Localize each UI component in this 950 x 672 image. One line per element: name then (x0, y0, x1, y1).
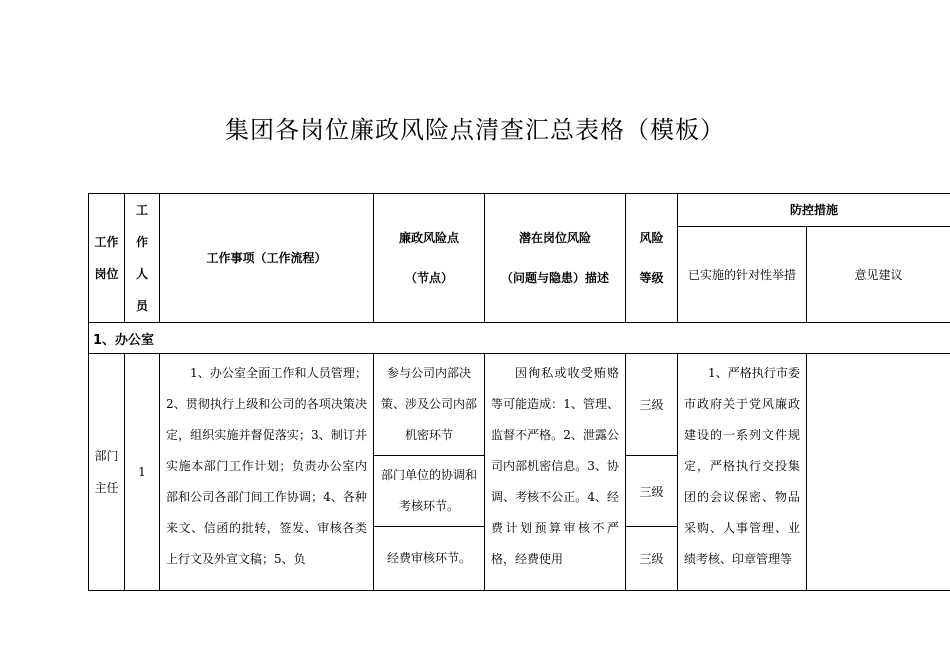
cell-risk-point-3: 经费审核环节。 (374, 527, 485, 591)
cell-risk-point-2: 部门单位的协调和考核环节。 (374, 456, 485, 527)
header-potential-risk: 潜在岗位风险 （问题与隐患）描述 (485, 194, 626, 323)
cell-risk-level-3: 三级 (626, 527, 678, 591)
header-work-items: 工作事项（工作流程） (160, 194, 374, 323)
page-title: 集团各岗位廉政风险点清查汇总表格（模板） (225, 116, 725, 144)
header-risk-level: 风险 等级 (626, 194, 678, 323)
cell-suggestions (807, 354, 950, 591)
header-position: 工作 岗位 (89, 194, 125, 323)
section-office: 1、办公室 (89, 323, 950, 354)
cell-risk-level-2: 三级 (626, 456, 678, 527)
header-implemented: 已实施的针对性举措 (678, 227, 807, 323)
risk-summary-table (88, 193, 950, 591)
header-suggestions: 意见建议 (807, 227, 950, 323)
cell-risk-point-1: 参与公司内部决策、涉及公司内部机密环节 (374, 354, 485, 456)
header-staff: 工 作 人 员 (125, 194, 160, 323)
cell-risk-level-1: 三级 (626, 354, 678, 456)
header-control-measures: 防控措施 (678, 194, 950, 227)
cell-work-items: 1、办公室全面工作和人员管理；2、贯彻执行上级和公司的各项决策决定，组织实施并督促落实；3、制订并实施本部门工作计划；负责办公室内部和公司各部门间工作协调；4、各种来文、信函的批转，签发、审核各类上行文及外宣文稿；5、负 (160, 354, 374, 591)
cell-position: 部门 主任 (89, 354, 125, 591)
cell-implemented: 1、严格执行市委市政府关于党风廉政建设的一系列文件规定，严格执行交投集团的会议保密、物品采购、人事管理、业绩考核、印章管理等 (678, 354, 807, 591)
cell-potential-risk: 因徇私或收受贿赂等可能造成：1、管理、监督不严格。2、泄露公司内部机密信息。3、协调、考核不公正。4、经费计划预算审核不严格，经费使用 (485, 354, 626, 591)
cell-staff-count: 1 (125, 354, 160, 591)
header-risk-point: 廉政风险点 （节点） (374, 194, 485, 323)
